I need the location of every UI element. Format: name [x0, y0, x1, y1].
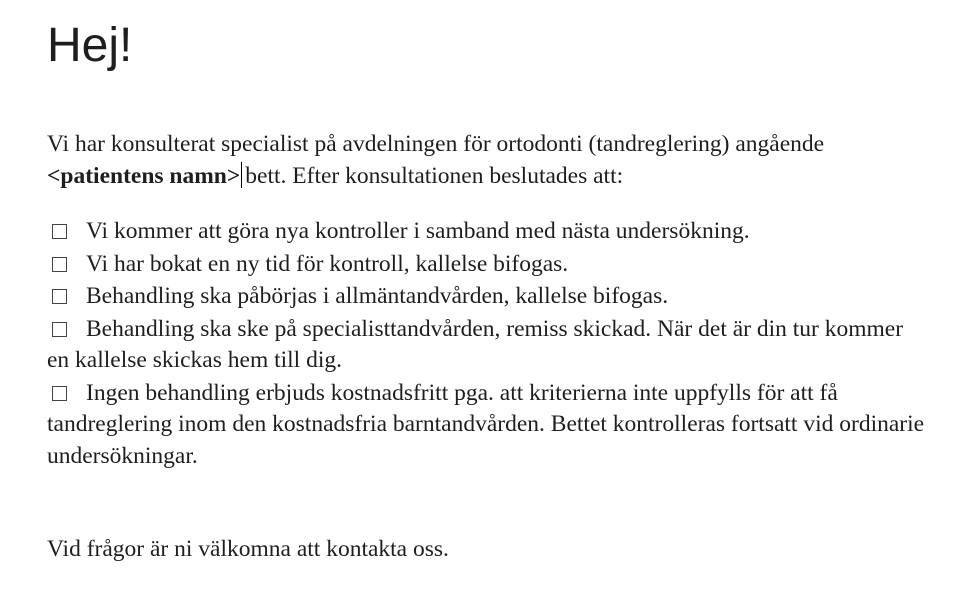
option-checkbox[interactable] — [52, 386, 67, 401]
option-label: Vi kommer att göra nya kontroller i samband med nästa undersökning. — [86, 218, 750, 244]
intro-text-after: bett. Efter konsultationen beslutades att: — [245, 163, 624, 189]
intro-text-before: Vi har konsulterat specialist på avdelningen för ortodonti (tandreglering) angående — [47, 131, 825, 157]
option-label: Behandling ska påbörjas i allmäntandvården, kallelse bifogas. — [86, 283, 669, 309]
option-checkbox[interactable] — [52, 322, 67, 337]
option-label: Behandling ska ske på specialisttandvården, remiss skickad. När det är din tur kommer en kallelse skickas hem till dig. — [47, 315, 904, 373]
decision-options-list — [47, 216, 927, 473]
option-label: Ingen behandling erbjuds kostnadsfritt pga. att kriterierna inte uppfylls för att få tandreglering inom den kostnadsfria barntandvården. Bettet kontrolleras fortsatt vid ordinarie undersökningar. — [47, 379, 925, 469]
option-item — [47, 314, 927, 377]
intro-paragraph[interactable] — [47, 128, 927, 192]
option-item — [47, 216, 927, 248]
text-cursor — [241, 162, 242, 188]
patient-name-placeholder[interactable]: <patientens namn> — [47, 163, 241, 189]
option-label: Vi har bokat en ny tid för kontroll, kallelse bifogas. — [86, 250, 569, 277]
option-checkbox[interactable] — [52, 289, 67, 304]
option-item — [47, 281, 927, 313]
option-checkbox[interactable] — [52, 257, 67, 272]
closing-paragraph: Vid frågor är ni välkomna att kontakta oss. — [47, 536, 449, 562]
option-item — [47, 249, 927, 281]
option-checkbox[interactable] — [52, 224, 67, 239]
option-item — [47, 378, 927, 473]
greeting-heading: Hej! — [47, 19, 133, 72]
